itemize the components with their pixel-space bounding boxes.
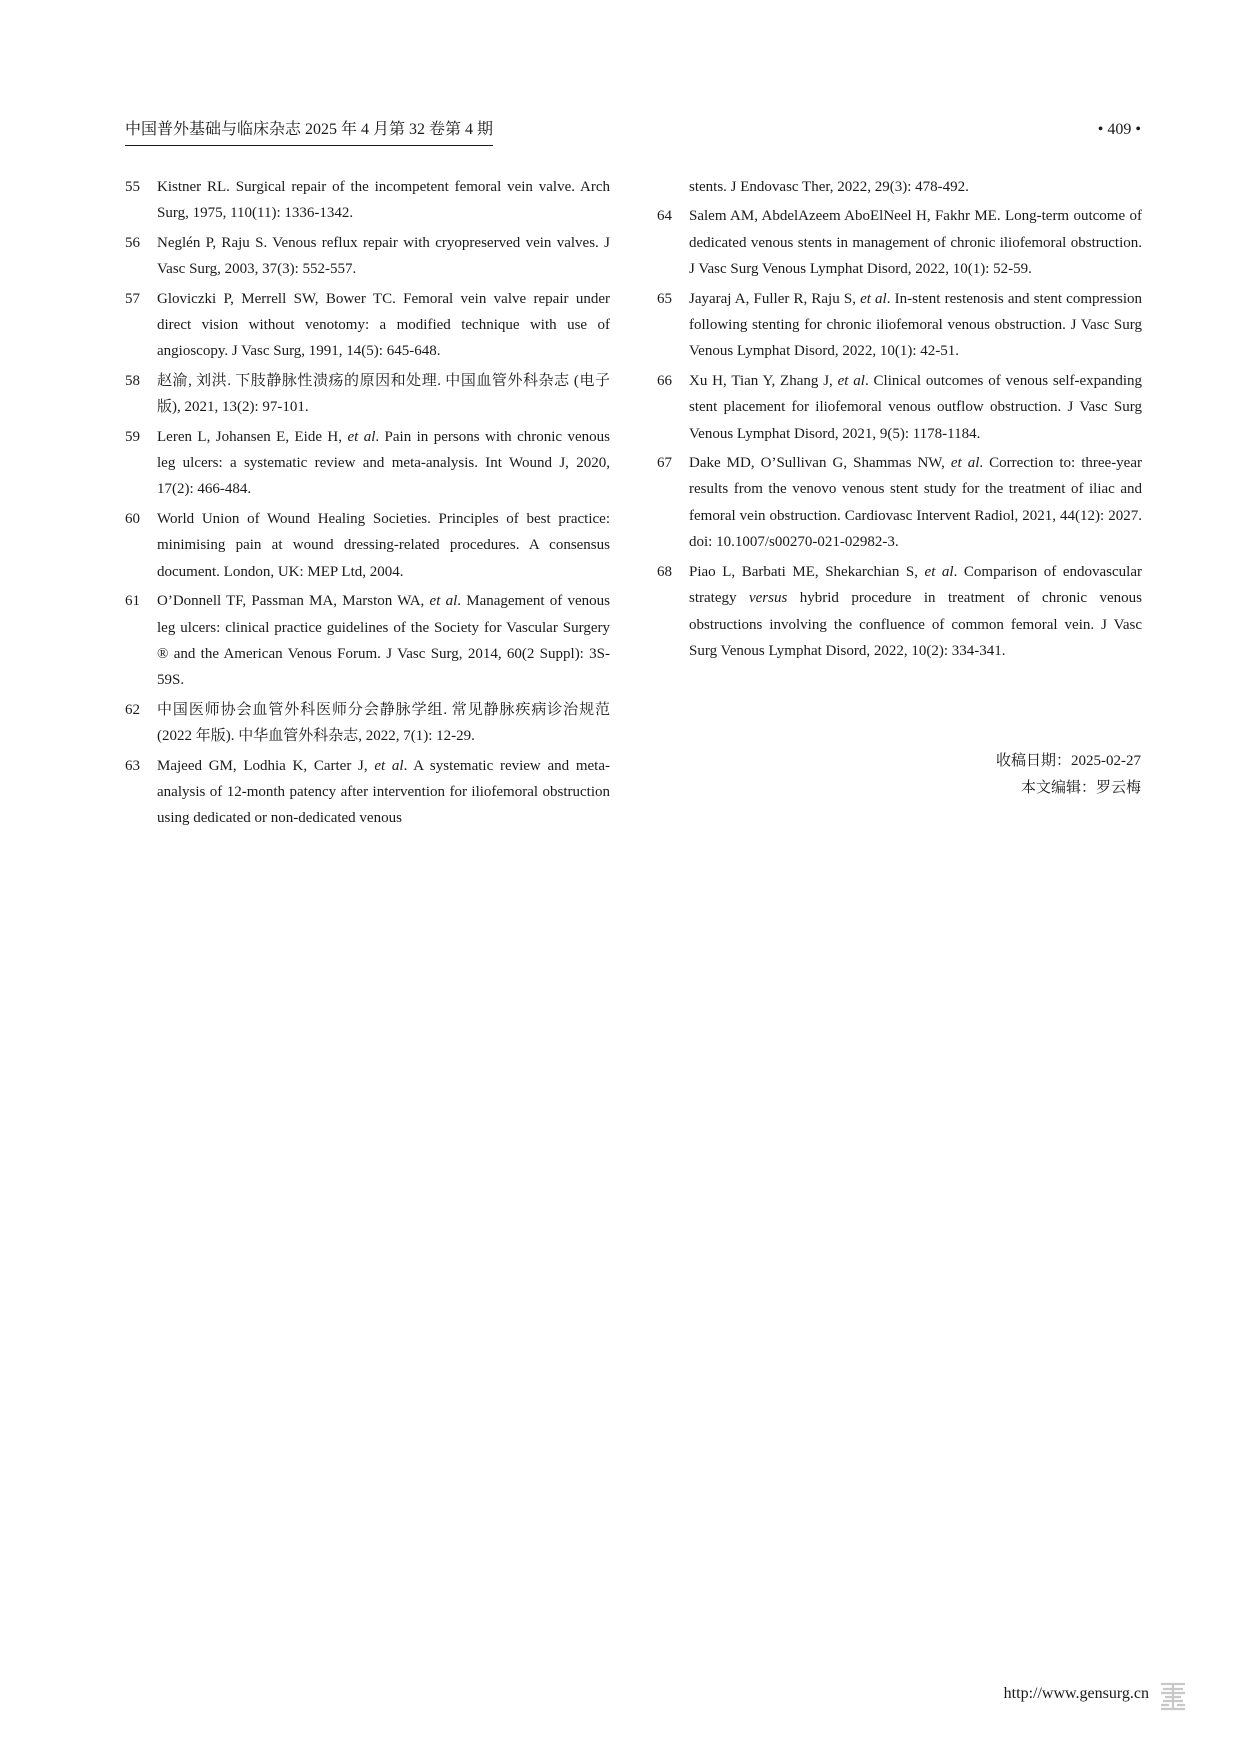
reference-text [689,373,1142,442]
reference-item [657,203,1142,282]
reference-segment: Salem AM, AbdelAzeem AboElNeel H, Fakhr ME. Long-term outcome of dedicated venous stents in management of chronic iliofemoral obstruction. J Vasc Surg Venous Lymphat Disord, 2022, 10(1): 52-59. [689,208,1142,278]
reference-number: 62 [125,701,140,718]
reference-text [689,564,1142,659]
reference-segment: hybrid procedure in treatment of chronic venous obstructions involving the confluence of common femoral vein. J Vasc Surg Venous Lymphat Disord, 2022, 10(2): 334-341. [689,590,1143,659]
reference-text [157,235,610,277]
reference-text [157,593,610,688]
references-right-column [657,174,1142,667]
reference-item [125,174,610,227]
reference-segment: World Union of Wound Healing Societies. Principles of best practice: minimising pain at wound dressing-related procedures. A consensus document. London, UK: MEP Ltd, 2004. [157,510,610,580]
reference-segment: Xu H, Tian Y, Zhang J, [689,372,838,389]
reference-item [125,697,610,750]
reference-number: 59 [125,428,140,445]
reference-segment: stents. J Endovasc Ther, 2022, 29(3): 478-492. [689,179,969,195]
reference-number: 56 [125,234,140,251]
reference-text [157,702,610,744]
reference-text [157,179,610,221]
reference-segment: 中国医师协会血管外科医师分会静脉学组. 常见静脉疾病诊治规范 (2022 年版). 中华血管外科杂志, 2022, 7(1): 12-29. [157,701,610,745]
editor-credit: 本文编辑：罗云梅 [1020,780,1141,796]
reference-italic: et al [374,757,404,774]
reference-number: 57 [125,290,140,307]
received-date: 收稿日期：2025-02-27 [996,753,1141,769]
reference-segment: . Pain in persons with chronic venous leg ulcers: a systematic review and meta-analysis. Int Wound J, 2020, 17(2): 466-484. [157,428,610,498]
reference-italic: et al [429,593,458,610]
reference-text [157,373,610,415]
reference-text [157,511,610,580]
page-number: • 409 • [1097,121,1141,138]
journal-url[interactable]: http://www.gensurg.cn [1003,1685,1149,1702]
reference-number: 67 [657,455,672,472]
reference-number: 61 [125,593,140,610]
reference-text [157,429,610,498]
reference-number: 60 [125,510,140,527]
reference-segment: 赵渝, 刘洪. 下肢静脉性溃疡的原因和处理. 中国血管外科杂志 (电子版), 2021, 13(2): 97-101. [157,372,610,416]
reference-text [157,291,610,360]
reference-segment: Gloviczki P, Merrell SW, Bower TC. Femoral vein valve repair under direct vision without venotomy: a modified technique with use of angioscopy. J Vasc Surg, 1991, 14(5): 645-648. [157,290,610,360]
reference-segment: . In-stent restenosis and stent compression following stenting for chronic iliofemoral venous obstruction. J Vasc Surg Venous Lymphat Disord, 2022, 10(1): 42-51. [689,290,1142,360]
reference-number: 66 [657,372,672,389]
references-left-column [125,174,610,835]
reference-item [125,424,610,503]
reference-item [125,753,610,832]
reference-number: 68 [657,563,672,580]
reference-segment: . Correction to: three-year results from the venovo venous stent study for the treatment of iliac and femoral vein obstruction. Cardiovasc Intervent Radiol, 2021, 44(12): 2027. doi: 10.1007/s00270-021-02982-3. [689,455,1142,551]
reference-italic: versus [748,590,788,607]
reference-segment: Piao L, Barbati ME, Shekarchian S, [689,563,925,580]
reference-text [157,758,610,827]
reference-item [657,559,1142,665]
reference-item [125,588,610,694]
reference-italic: et al [950,455,980,472]
journal-title: 中国普外基础与临床杂志 2025 年 4 月第 32 卷第 4 期 [125,118,493,146]
reference-item [125,368,610,421]
reference-segment: Jayaraj A, Fuller R, Raju S, [689,290,861,307]
reference-segment: . Clinical outcomes of venous self-expanding stent placement for iliofemoral venous outflow obstruction. J Vasc Surg Venous Lymphat Disord, 2021, 9(5): 1178-1184. [689,372,1143,442]
reference-text [689,208,1142,277]
reference-segment: . Management of venous leg ulcers: clinical practice guidelines of the Society for Vascular Surgery ® and the American Venous Forum. J Vasc Surg, 2014, 60(2 Suppl): 3S-59S. [157,593,610,689]
reference-segment: Majeed GM, Lodhia K, Carter J, [157,757,375,774]
reference-segment: . A systematic review and meta-analysis of 12-month patency after intervention for iliofemoral obstruction using dedicated or non-dedicated venous [157,757,611,827]
reference-number: 64 [657,208,672,225]
reference-text [689,455,1142,550]
reference-segment: Dake MD, O’Sullivan G, Shammas NW, [689,455,951,472]
reference-segment: Neglén P, Raju S. Venous reflux repair with cryopreserved vein valves. J Vasc Surg, 2003, 37(3): 552-557. [157,234,610,278]
reference-number: 55 [125,179,140,195]
journal-logo-icon [1157,1680,1189,1712]
article-info [996,748,1141,802]
reference-item [657,450,1142,556]
reference-italic: et al [837,372,865,389]
reference-number: 63 [125,757,140,774]
reference-segment: . Comparison of endovascular strategy [689,563,1142,607]
reference-segment: Leren L, Johansen E, Eide H, [157,428,348,445]
reference-italic: et al [860,290,887,307]
reference-item [125,230,610,283]
reference-item [125,286,610,365]
reference-item [125,506,610,585]
reference-segment: Kistner RL. Surgical repair of the incompetent femoral vein valve. Arch Surg, 1975, 110(11): 1336-1342. [157,179,610,222]
reference-italic: et al [924,563,954,580]
reference-text [689,179,969,195]
reference-italic: et al [347,428,376,445]
reference-number: 65 [657,290,672,307]
reference-segment: O’Donnell TF, Passman MA, Marston WA, [157,593,430,610]
reference-item [657,174,1142,200]
reference-number: 58 [125,372,140,389]
page-header [125,118,1141,148]
reference-item [657,368,1142,447]
reference-text [689,291,1142,360]
reference-item [657,286,1142,365]
